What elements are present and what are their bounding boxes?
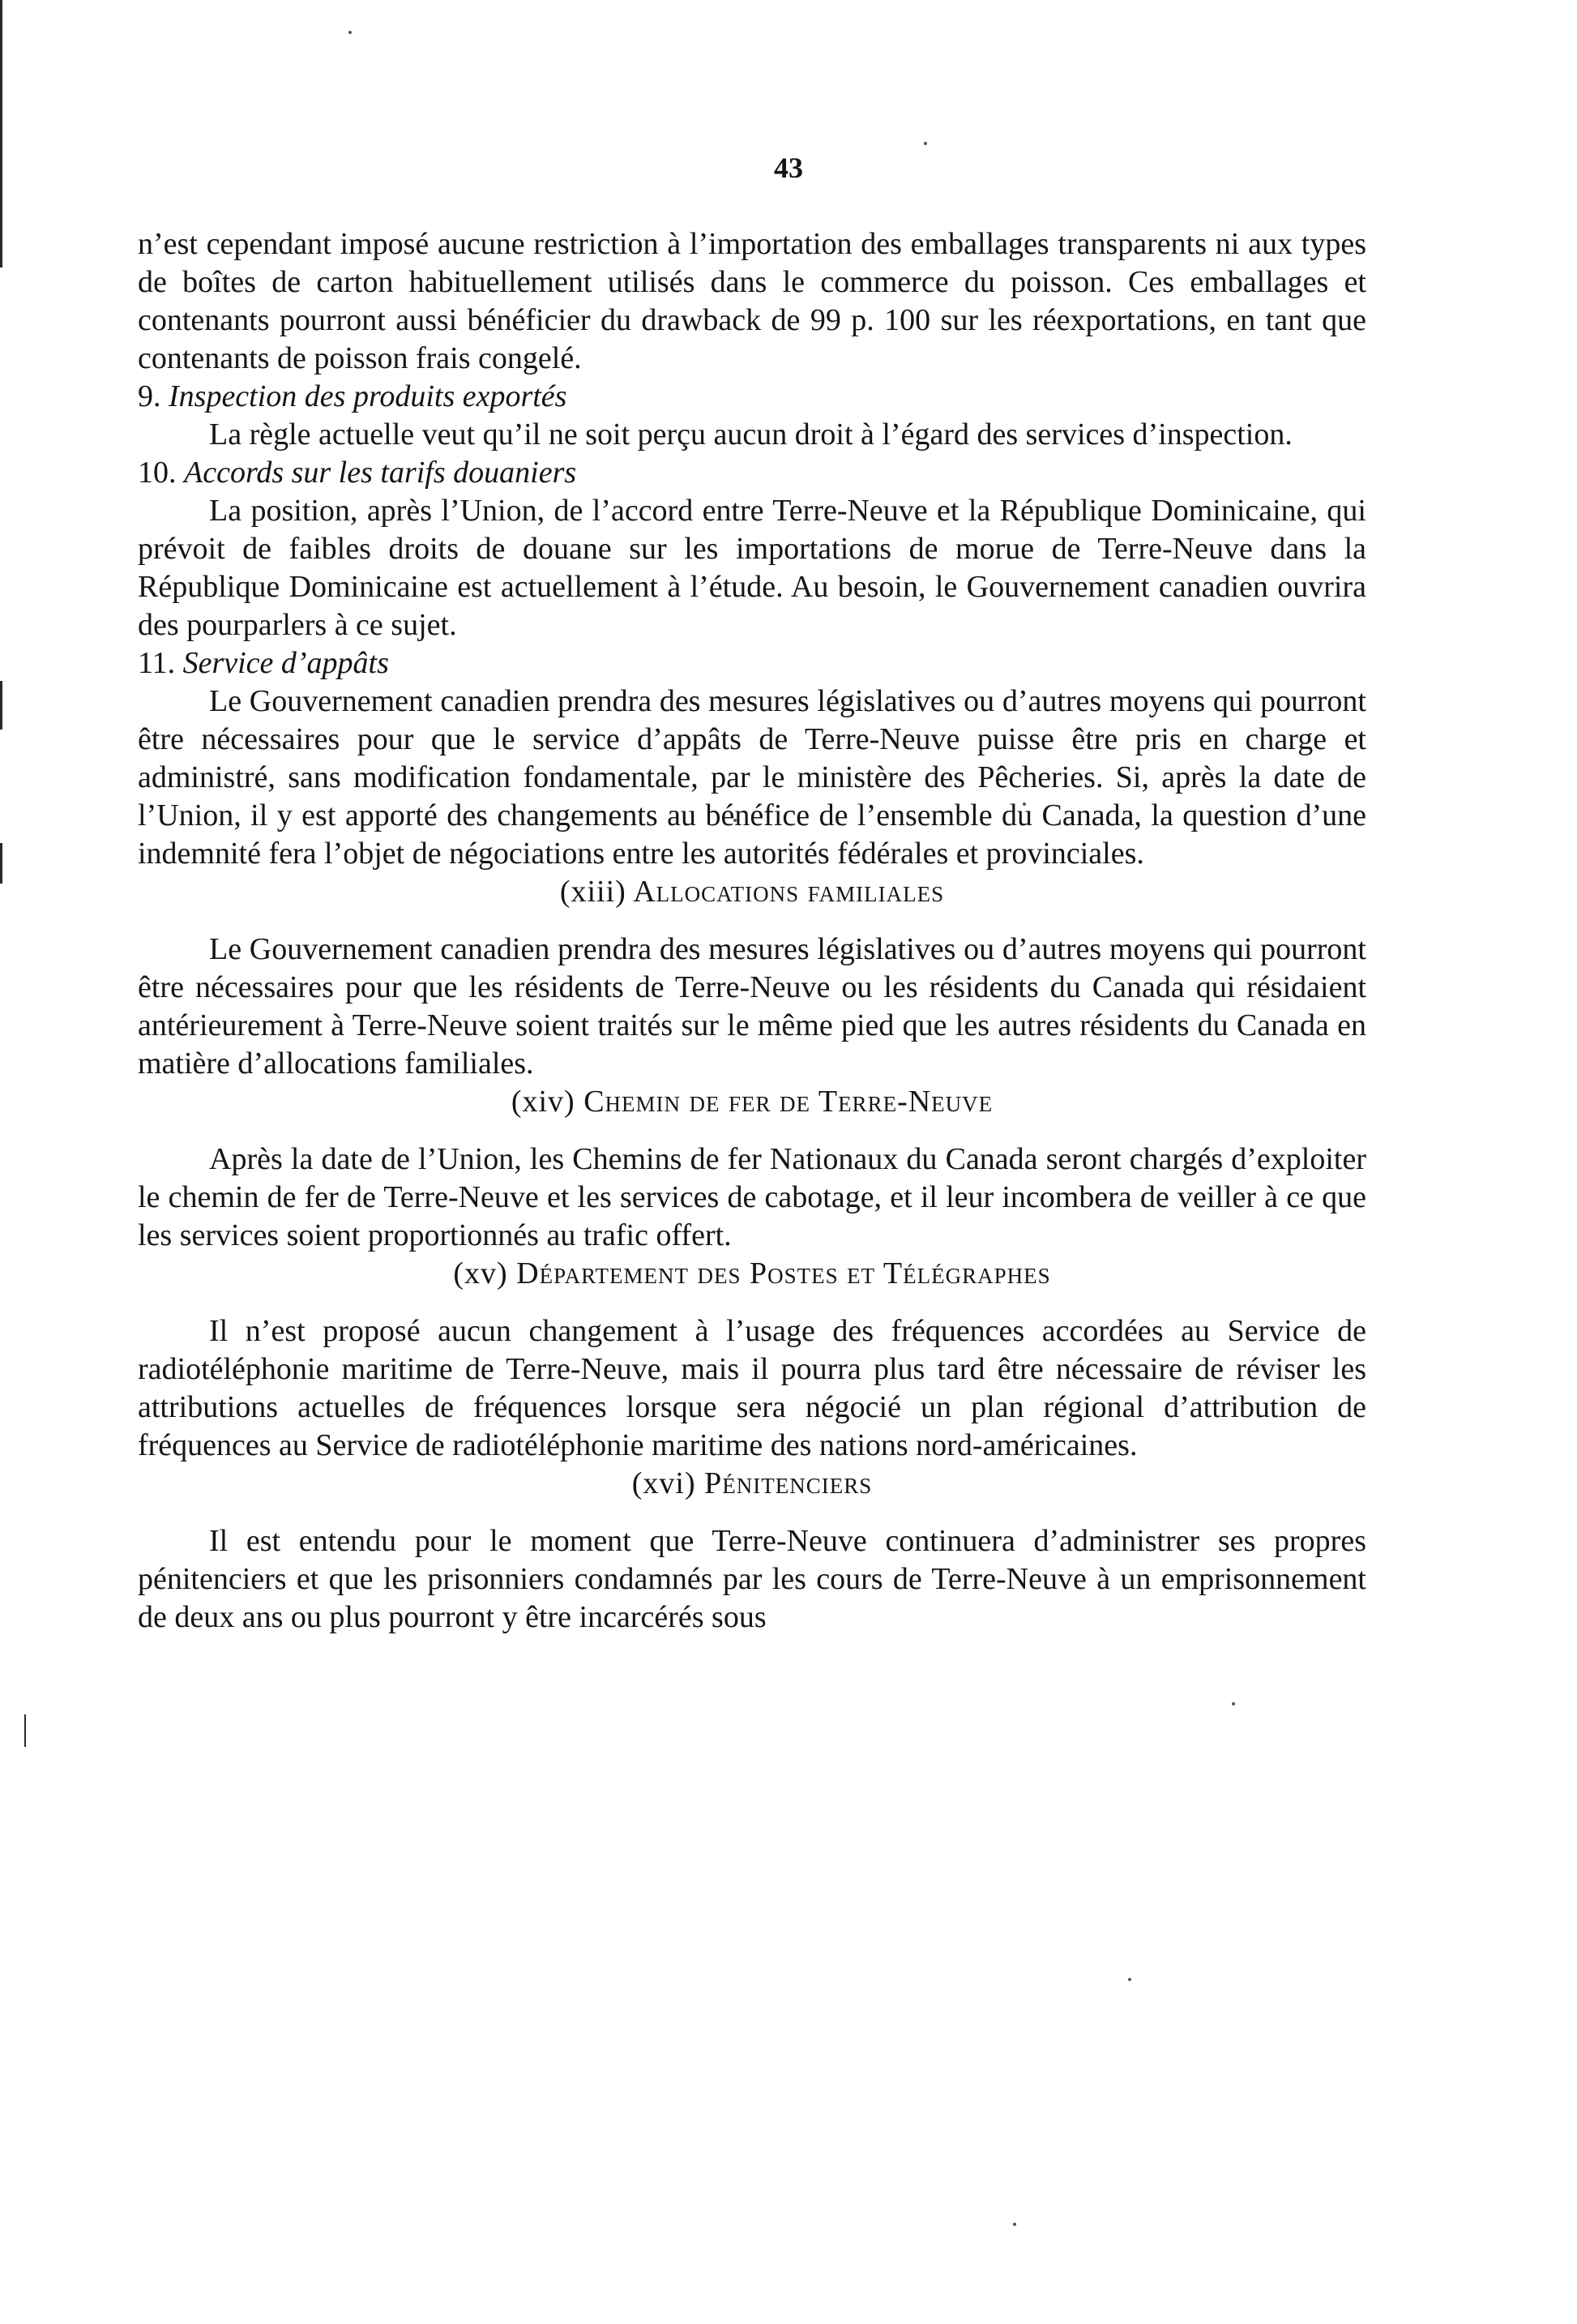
item-title: Accords sur les tarifs douaniers — [184, 456, 577, 490]
section-title: Département des Postes et Télégraphes — [516, 1256, 1051, 1290]
item-heading-11 — [138, 644, 1366, 683]
binding-edge-mark — [0, 681, 2, 730]
item-title: Service d’appâts — [182, 646, 389, 680]
binding-edge-mark — [0, 0, 2, 267]
section-heading-xvi — [138, 1465, 1366, 1503]
page-number: 43 — [774, 152, 803, 184]
scan-speck — [924, 142, 927, 145]
section-text-xiii: Le Gouvernement canadien prendra des mesures législatives ou d’autres moyens qui pourront être nécessaires pour que les résidents de Terre-Neuve ou les résidents du Canada qui résidaient antérieurement à Terre-Neuve soient traités sur le même pied que les autres résidents du Canada en matière d’allocations familiales. — [138, 932, 1366, 1081]
item-heading-10 — [138, 454, 1366, 492]
section-number: (xiii) — [559, 875, 626, 909]
section-heading-xv — [138, 1255, 1366, 1293]
item-text-11: Le Gouvernement canadien prendra des mesures législatives ou d’autres moyens qui pourront être nécessaires pour que le service d’appâts de Terre-Neuve puisse être pris en charge et administré, sans modification fondamentale, par le ministère des Pêcheries. Si, après la date de l’Union, il y est apporté des changements au bénéfice de l’ensemble du Canada, la question d’une indemnité fera l’objet de négociations entre les autorités fédérales et provinciales. — [138, 684, 1366, 871]
binding-edge-mark — [24, 1714, 26, 1747]
item-heading-9 — [138, 378, 1366, 416]
scan-speck — [348, 31, 352, 34]
scan-speck — [1128, 1978, 1131, 1981]
binding-edge-mark — [0, 843, 2, 884]
section-number: (xv) — [453, 1256, 508, 1290]
item-number: 11. — [138, 646, 176, 680]
section-number: (xvi) — [631, 1466, 696, 1500]
section-text-xvi: Il est entendu pour le moment que Terre-Neuve continuera d’administrer ses propres pénitenciers et que les prisonniers condamnés par les cours de Terre-Neuve à un emprisonnement de deux ans ou plus pourront y être incarcérés sous — [138, 1524, 1366, 1634]
scan-speck — [1232, 1702, 1235, 1706]
section-title: Allocations familiales — [633, 875, 945, 909]
section-title: Chemin de fer de Terre-Neuve — [583, 1085, 994, 1119]
section-text-xv: Il n’est proposé aucun changement à l’usage des fréquences accordées au Service de radiotéléphonie maritime de Terre-Neuve, mais il pourra plus tard être nécessaire de réviser les attributions actuelles de fréquences lorsque sera négocié un plan régional d’attribution de fréquences au Service de radiotéléphonie maritime des nations nord-américaines. — [138, 1314, 1366, 1462]
section-heading-xiii — [138, 873, 1366, 911]
item-text-10: La position, après l’Union, de l’accord entre Terre-Neuve et la République Dominicaine, qui prévoit de faibles droits de douane sur les importations de morue de Terre-Neuve dans la République Dominicaine est actuellement à l’étude. Au besoin, le Gouvernement canadien ouvrira des pourparlers à ce sujet. — [138, 494, 1366, 642]
section-text-xiv: Après la date de l’Union, les Chemins de fer Nationaux du Canada seront chargés d’exploiter le chemin de fer de Terre-Neuve et les services de cabotage, et il leur incombera de veiller à ce que les services soient proportionnés au trafic offert. — [138, 1142, 1366, 1252]
continuation-paragraph: n’est cependant imposé aucune restriction à l’importation des emballages transparents ni aux types de boîtes de carton habituellement utilisés dans le commerce du poisson. Ces emballages et contenants pourront aussi bénéficier du drawback de 99 p. 100 sur les réexportations, en tant que contenants de poisson frais congelé. — [138, 227, 1366, 375]
item-number: 9. — [138, 379, 161, 413]
section-title: Pénitenciers — [704, 1466, 873, 1500]
item-number: 10. — [138, 456, 177, 490]
section-heading-xiv — [138, 1083, 1366, 1121]
item-text-9: La règle actuelle veut qu’il ne soit perçu aucun droit à l’égard des services d’inspection. — [209, 417, 1293, 452]
scan-speck — [1013, 2223, 1016, 2226]
body-text — [138, 225, 1366, 1637]
item-title: Inspection des produits exportés — [169, 379, 567, 413]
section-number: (xiv) — [511, 1085, 575, 1119]
